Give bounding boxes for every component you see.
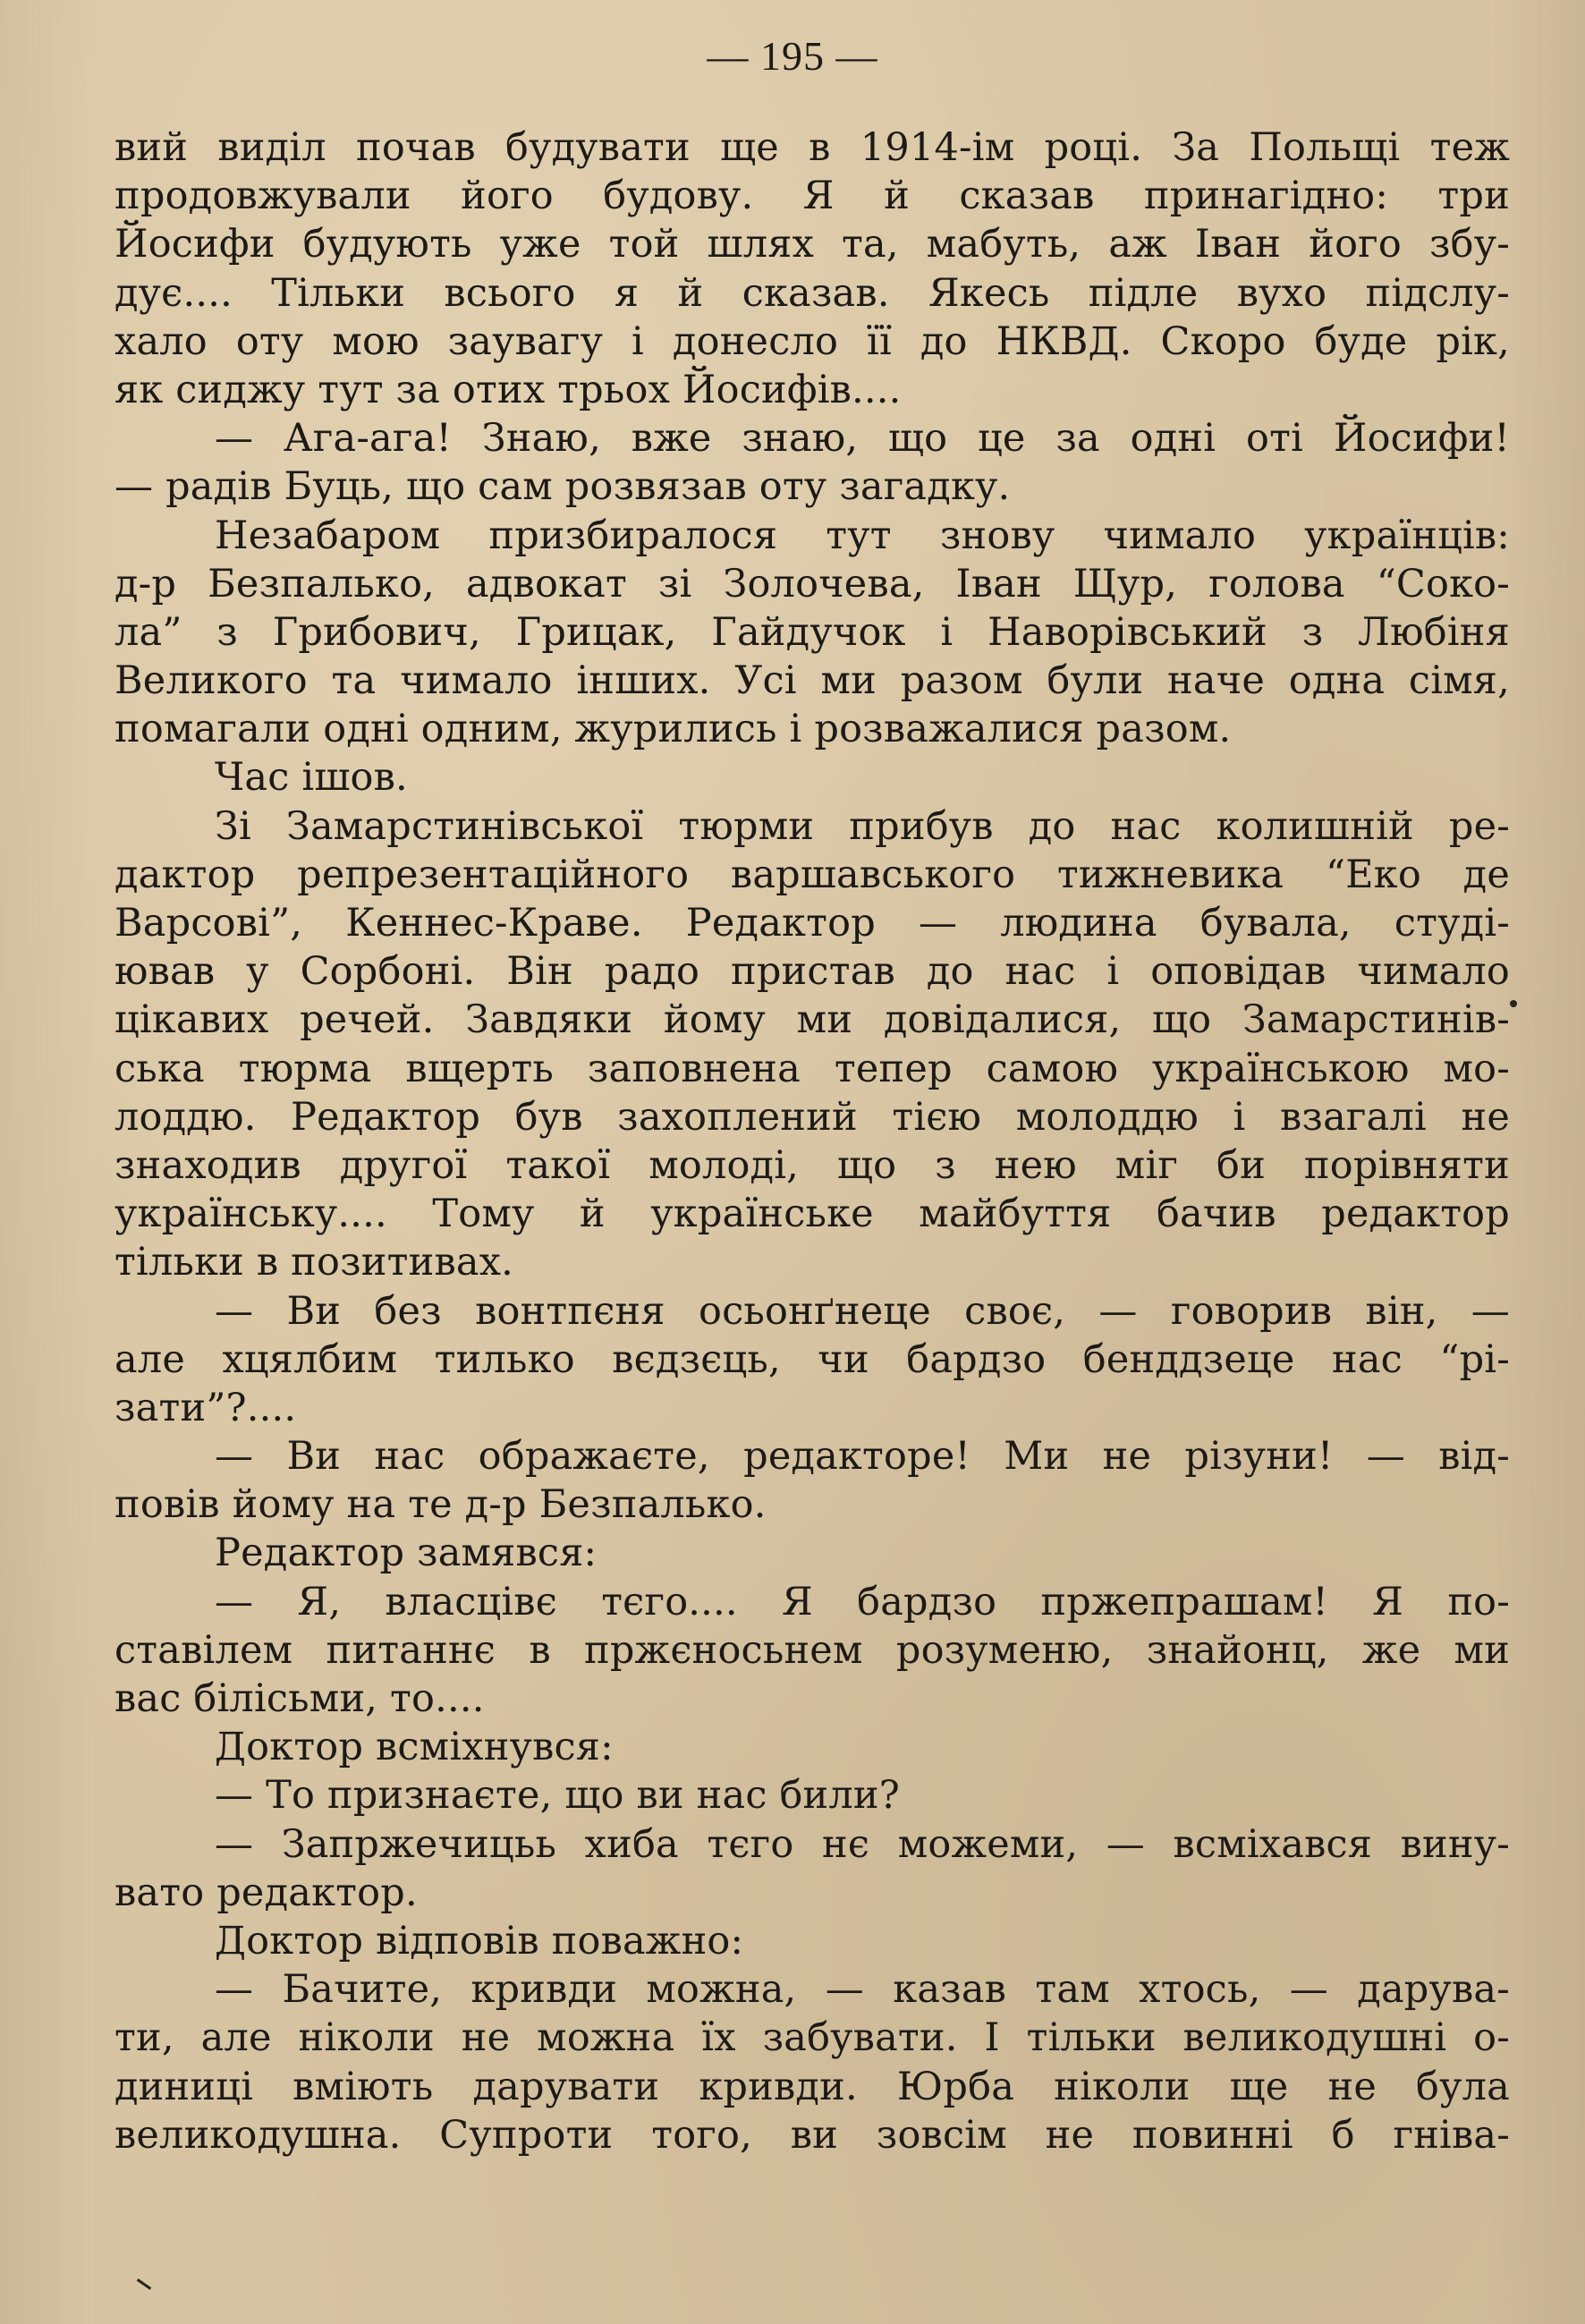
text-line: знаходив другої такої молоді, що з нею міг би порівняти: [114, 1142, 1510, 1188]
text-line: продовжували його будову. Я й сказав принагідно: три: [114, 174, 1510, 219]
text-line: вас білісьми, то....: [114, 1676, 485, 1721]
corner-pen-mark: [137, 2278, 151, 2290]
text-line: хало оту мою заувагу і донесло її до НКВД. Скоро буде рік,: [114, 318, 1510, 364]
text-line: д-р Безпалько, адвокат зі Золочева, Іван Щур, голова “Соко-: [114, 561, 1510, 606]
margin-dot-mark: [1510, 1000, 1517, 1007]
text-line: повів йому на те д-р Безпалько.: [114, 1482, 767, 1528]
text-line: лоддю. Редактор був захоплений тією молоддю і взагалі не: [114, 1094, 1510, 1140]
page-number: — 195 —: [707, 33, 878, 79]
text-line: ставілем питаннє в пржєносьнем розуменю, знайонц, же ми: [114, 1627, 1510, 1673]
text-line: вий виділ почав будувати ще в 1914-ім році. За Польщі теж: [114, 125, 1510, 170]
text-line: але хцялбим тилько вєдзєць, чи бардзо бенддзеце нас “рі-: [114, 1336, 1510, 1382]
text-line: як сиджу тут за отих трьох Йосифів....: [114, 367, 902, 412]
text-line: українську.... Тому й українське майбуття бачив редактор: [114, 1192, 1510, 1237]
text-line: — То признаєте, що ви нас били?: [215, 1773, 901, 1819]
text-line: зати”?....: [114, 1385, 297, 1430]
text-line: Незабаром призбиралося тут знову чимало українців:: [215, 513, 1510, 558]
text-line: дактор репрезентаційного варшавського тижневика “Еко де: [114, 852, 1510, 897]
text-line: диниці вміють дарувати кривди. Юрба ніколи ще не була: [114, 2064, 1510, 2109]
text-line: ти, але ніколи не можна їх забувати. І тільки великодушні о-: [114, 2015, 1510, 2061]
text-line: Варсові”, Кеннес-Краве. Редактор — людина бувала, студі-: [114, 901, 1510, 946]
text-line: Редактор замявся:: [215, 1531, 598, 1576]
text-line: вато редактор.: [114, 1870, 418, 1915]
text-line: Великого та чимало інших. Усі ми разом були наче одна сімя,: [114, 658, 1510, 704]
text-line: великодушна. Супроти того, ви зовсім не повинні б гніва-: [114, 2112, 1510, 2158]
text-line: Зі Замарстинівської тюрми прибув до нас колишній ре-: [215, 803, 1510, 849]
text-line: — Ви без вонтпєня осьонґнеце своє, — говорив він, —: [215, 1288, 1510, 1334]
text-line: ла” з Грибович, Грицак, Гайдучок і Наворівський з Любіня: [114, 609, 1510, 655]
text-line: Доктор всміхнувся:: [215, 1725, 614, 1770]
text-line: Доктор відповів поважно:: [215, 1918, 744, 1964]
text-line: ська тюрма вщерть заповнена тепер самою українською мо-: [114, 1046, 1510, 1091]
body-text: [114, 123, 1510, 2159]
text-line: — Запржечицьь хиба тєго нє можеми, — всміхався вину-: [215, 1821, 1510, 1867]
text-line: — Ага-ага! Знаю, вже знаю, що це за одні оті Йосифи!: [215, 416, 1510, 462]
text-line: цікавих речей. Завдяки йому ми довідалися, що Замарстинів-: [114, 997, 1510, 1043]
text-line: — радів Буць, що сам розвязав оту загадку.: [114, 464, 1011, 510]
text-line: тільки в позитивах.: [114, 1240, 514, 1285]
text-line: помагали одні одним, журились і розважалися разом.: [114, 707, 1232, 752]
text-line: Йосифи будують уже той шлях та, мабуть, аж Іван його збу-: [114, 222, 1510, 267]
text-line: — Бачите, кривди можна, — казав там хтось, — дарува-: [215, 1967, 1510, 2013]
text-line: — Я, власцівє тєго.... Я бардзо пржепрашам! Я по-: [215, 1579, 1510, 1624]
text-line: ював у Сорбоні. Він радо пристав до нас і оповідав чимало: [114, 949, 1510, 995]
text-line: — Ви нас ображаєте, редакторе! Ми не різуни! — від-: [215, 1434, 1510, 1480]
text-line: дує.... Тільки всього я й сказав. Якесь підле вухо підслу-: [114, 270, 1510, 316]
text-line: Час ішов.: [215, 755, 408, 801]
